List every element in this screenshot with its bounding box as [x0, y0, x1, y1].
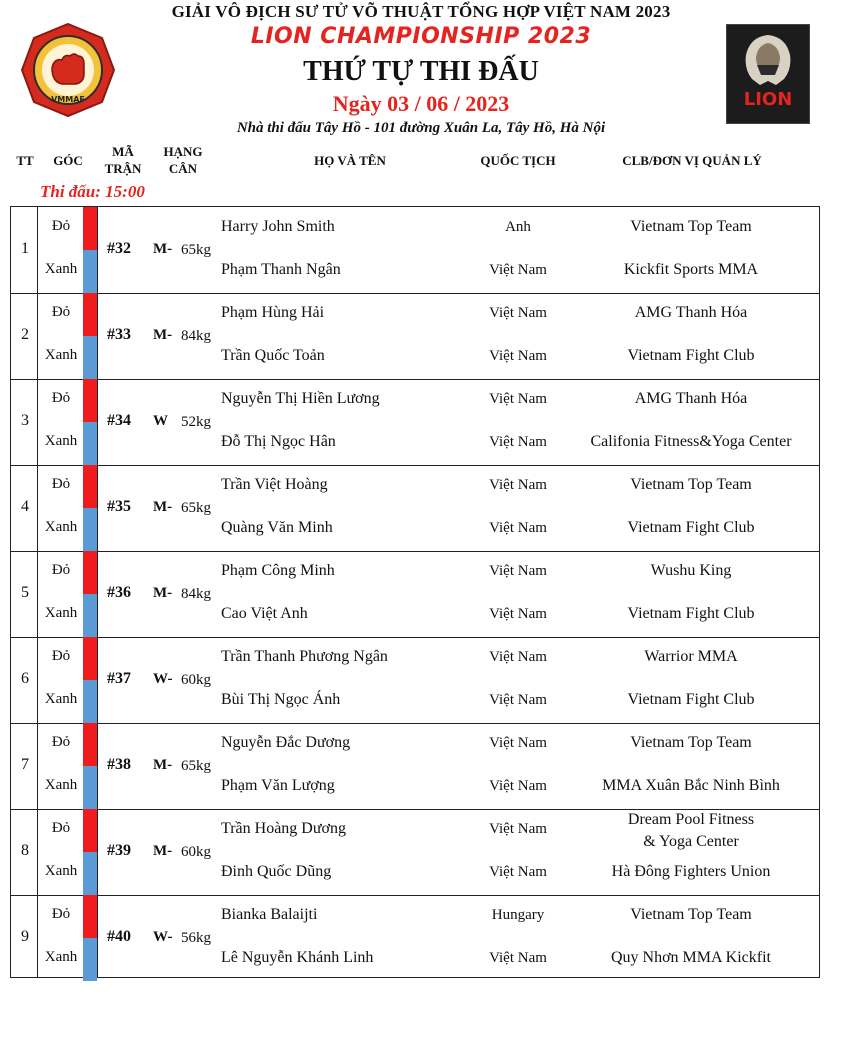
fighter-club-red — [569, 302, 813, 324]
fighter-club-red — [569, 904, 813, 926]
fighter-name-blue: Trần Quốc Toản — [221, 347, 325, 364]
fighter-name-red: Harry John Smith — [221, 218, 335, 235]
bout-number: 3 — [21, 412, 29, 429]
fighter-club-blue: Quy Nhơn MMA Kickfit — [610, 949, 771, 966]
fighter-club-red — [569, 560, 813, 582]
corner-label-blue: Xanh — [44, 261, 78, 277]
bout-code: #33 — [107, 326, 131, 343]
red-corner-bar — [83, 379, 97, 422]
bout-number: 1 — [21, 240, 29, 257]
fighter-club-red — [569, 474, 813, 496]
fighter-club-blue: Califonia Fitness&Yoga Center — [590, 433, 792, 450]
col-header-weight-line1: HẠNG — [163, 144, 203, 159]
event-venue: Nhà thi đấu Tây Hồ - 101 đường Xuân La, Tây Hồ, Hà Nội — [236, 120, 606, 136]
bout-number: 6 — [21, 670, 29, 687]
row-divider — [11, 465, 819, 466]
bout-code: #34 — [107, 412, 131, 429]
club-line: Dream Pool Fitness — [627, 811, 755, 828]
fighter-club-blue: Kickfit Sports MMA — [623, 261, 759, 278]
weight-division: M- — [153, 499, 173, 515]
weight-division: W — [153, 413, 168, 429]
bout-code: #39 — [107, 842, 131, 859]
fighter-name-red: Nguyễn Thị Hiền Lương — [221, 390, 380, 407]
fighter-name-red: Trần Thanh Phương Ngân — [221, 648, 388, 665]
bout-code: #32 — [107, 240, 131, 257]
weight-class: 60kg — [181, 844, 211, 860]
weight-division: W- — [153, 671, 173, 687]
page-title: THỨ TỰ THI ĐẤU — [303, 56, 539, 87]
col-header-nation: QUỐC TỊCH — [480, 153, 556, 168]
fighter-name-red: Nguyễn Đắc Dương — [221, 734, 351, 751]
fighter-nation-blue: Việt Nam — [489, 262, 547, 278]
fighter-club-red — [569, 646, 813, 668]
bout-code: #36 — [107, 584, 131, 601]
fighter-name-red: Trần Việt Hoàng — [221, 476, 328, 493]
col-header-name: HỌ VÀ TÊN — [314, 153, 386, 168]
weight-class: 65kg — [181, 242, 211, 258]
fighter-nation-blue: Việt Nam — [489, 520, 547, 536]
club-line: & Yoga Center — [643, 833, 739, 850]
corner-label-blue: Xanh — [44, 863, 78, 879]
fighter-nation-red: Việt Nam — [489, 305, 547, 321]
weight-class: 84kg — [181, 586, 211, 602]
club-line: AMG Thanh Hóa — [634, 390, 748, 407]
fighter-club-blue: MMA Xuân Bắc Ninh Bình — [602, 777, 780, 794]
col-header-club: CLB/ĐƠN VỊ QUẢN LÝ — [622, 153, 762, 168]
corner-label-blue: Xanh — [44, 605, 78, 621]
corner-label-red: Đỏ — [51, 820, 71, 836]
corner-label-blue: Xanh — [44, 777, 78, 793]
col-header-tt: TT — [16, 153, 34, 168]
blue-corner-bar — [83, 766, 97, 809]
club-line: Vietnam Top Team — [630, 734, 752, 751]
col-header-corner: GÓC — [53, 153, 83, 168]
bout-number: 4 — [21, 498, 29, 515]
weight-division: W- — [153, 929, 173, 945]
fighter-nation-red: Việt Nam — [489, 477, 547, 493]
blue-corner-bar — [83, 422, 97, 465]
blue-corner-bar — [83, 852, 97, 895]
weight-division: M- — [153, 327, 173, 343]
corner-label-blue: Xanh — [44, 347, 78, 363]
corner-label-red: Đỏ — [51, 218, 71, 234]
fighter-club-blue: Vietnam Fight Club — [627, 519, 755, 536]
weight-class: 56kg — [181, 930, 211, 946]
fighter-nation-red: Hungary — [491, 907, 545, 923]
blue-corner-bar — [83, 938, 97, 981]
red-corner-bar — [83, 551, 97, 594]
row-divider — [11, 293, 819, 294]
fighter-nation-blue: Việt Nam — [489, 864, 547, 880]
corner-label-red: Đỏ — [51, 476, 71, 492]
fighter-nation-red: Anh — [505, 219, 531, 235]
fighter-nation-red: Việt Nam — [489, 391, 547, 407]
fighter-name-blue: Bùi Thị Ngọc Ánh — [221, 691, 341, 708]
club-line: Warrior MMA — [644, 648, 738, 665]
col-header-code — [100, 143, 146, 177]
corner-label-blue: Xanh — [44, 691, 78, 707]
championship-title: LION CHAMPIONSHIP 2023 — [250, 24, 592, 49]
fighter-name-red: Phạm Hùng Hải — [221, 304, 325, 321]
row-divider — [11, 551, 819, 552]
red-corner-bar — [83, 637, 97, 680]
red-corner-bar — [83, 723, 97, 766]
blue-corner-bar — [83, 594, 97, 637]
fighter-club-red — [569, 388, 813, 410]
lion-logo-text: LION — [743, 89, 793, 110]
blue-corner-bar — [83, 680, 97, 723]
fighter-nation-red: Việt Nam — [489, 735, 547, 751]
corner-label-blue: Xanh — [44, 949, 78, 965]
weight-class: 84kg — [181, 328, 211, 344]
session-time: Thi đấu: 15:00 — [40, 182, 145, 201]
blue-corner-bar — [83, 508, 97, 551]
row-divider — [11, 379, 819, 380]
bout-number: 5 — [21, 584, 29, 601]
row-divider — [11, 637, 819, 638]
bout-code: #40 — [107, 928, 131, 945]
fighter-club-red — [569, 809, 813, 853]
red-corner-bar — [83, 293, 97, 336]
fighter-name-blue: Phạm Thanh Ngân — [221, 261, 341, 278]
fighter-name-blue: Đinh Quốc Dũng — [221, 863, 332, 880]
col-header-weight-line2: CÂN — [168, 161, 198, 176]
fighter-name-blue: Cao Việt Anh — [221, 605, 308, 622]
red-corner-bar — [83, 895, 97, 938]
weight-class: 60kg — [181, 672, 211, 688]
red-corner-bar — [83, 809, 97, 852]
fighter-nation-red: Việt Nam — [489, 821, 547, 837]
bout-number: 7 — [21, 756, 29, 773]
weight-division: M- — [153, 757, 173, 773]
weight-class: 65kg — [181, 500, 211, 516]
fighter-nation-blue: Việt Nam — [489, 692, 547, 708]
fighter-club-red — [569, 732, 813, 754]
bout-table — [10, 206, 820, 978]
fighter-club-blue: Hà Đông Fighters Union — [611, 863, 771, 880]
weight-class: 52kg — [181, 414, 211, 430]
fighter-club-blue: Vietnam Fight Club — [627, 605, 755, 622]
fighter-club-blue: Vietnam Fight Club — [627, 347, 755, 364]
bout-code: #37 — [107, 670, 131, 687]
fighter-name-blue: Đỗ Thị Ngọc Hân — [221, 433, 336, 450]
bout-number: 8 — [21, 842, 29, 859]
red-corner-bar — [83, 465, 97, 508]
weight-class: 65kg — [181, 758, 211, 774]
col-header-code-line1: MÃ — [112, 144, 134, 159]
row-divider — [11, 895, 819, 896]
fighter-nation-blue: Việt Nam — [489, 434, 547, 450]
fighter-name-red: Bianka Balaijti — [221, 906, 318, 923]
fighter-club-blue: Vietnam Fight Club — [627, 691, 755, 708]
club-line: Wushu King — [650, 562, 732, 579]
club-line: Vietnam Top Team — [630, 906, 752, 923]
blue-corner-bar — [83, 336, 97, 379]
blue-corner-bar — [83, 250, 97, 293]
federation-logo-text: VMMAF — [51, 95, 85, 104]
corner-label-red: Đỏ — [51, 906, 71, 922]
weight-division: M- — [153, 843, 173, 859]
club-line: Vietnam Top Team — [630, 218, 752, 235]
fighter-name-red: Phạm Công Minh — [221, 562, 335, 579]
corner-label-red: Đỏ — [51, 390, 71, 406]
bout-code: #35 — [107, 498, 131, 515]
bout-code: #38 — [107, 756, 131, 773]
fighter-nation-blue: Việt Nam — [489, 606, 547, 622]
divider — [97, 207, 98, 977]
fighter-name-blue: Phạm Văn Lượng — [221, 777, 335, 794]
fighter-nation-red: Việt Nam — [489, 563, 547, 579]
row-divider — [11, 723, 819, 724]
corner-label-blue: Xanh — [44, 433, 78, 449]
fighter-name-red: Trần Hoàng Dương — [221, 820, 346, 837]
fighter-nation-blue: Việt Nam — [489, 950, 547, 966]
club-line: AMG Thanh Hóa — [634, 304, 748, 321]
red-corner-bar — [83, 207, 97, 250]
fighter-nation-red: Việt Nam — [489, 649, 547, 665]
col-header-weight — [152, 143, 214, 177]
corner-label-blue: Xanh — [44, 519, 78, 535]
fighter-nation-blue: Việt Nam — [489, 348, 547, 364]
corner-label-red: Đỏ — [51, 562, 71, 578]
bout-number: 2 — [21, 326, 29, 343]
col-header-code-line2: TRẬN — [104, 161, 142, 176]
fighter-name-blue: Quàng Văn Minh — [221, 519, 333, 536]
fighter-nation-blue: Việt Nam — [489, 778, 547, 794]
club-line: Vietnam Top Team — [630, 476, 752, 493]
event-date: Ngày 03 / 06 / 2023 — [332, 91, 510, 116]
weight-division: M- — [153, 241, 173, 257]
fighter-club-red — [569, 216, 813, 238]
bout-number: 9 — [21, 928, 29, 945]
fighter-name-blue: Lê Nguyễn Khánh Linh — [221, 949, 374, 966]
corner-label-red: Đỏ — [51, 648, 71, 664]
corner-label-red: Đỏ — [51, 734, 71, 750]
tournament-title: GIẢI VÔ ĐỊCH SƯ TỬ VÕ THUẬT TỔNG HỢP VIỆT NAM 2023 — [171, 2, 671, 21]
corner-label-red: Đỏ — [51, 304, 71, 320]
weight-division: M- — [153, 585, 173, 601]
